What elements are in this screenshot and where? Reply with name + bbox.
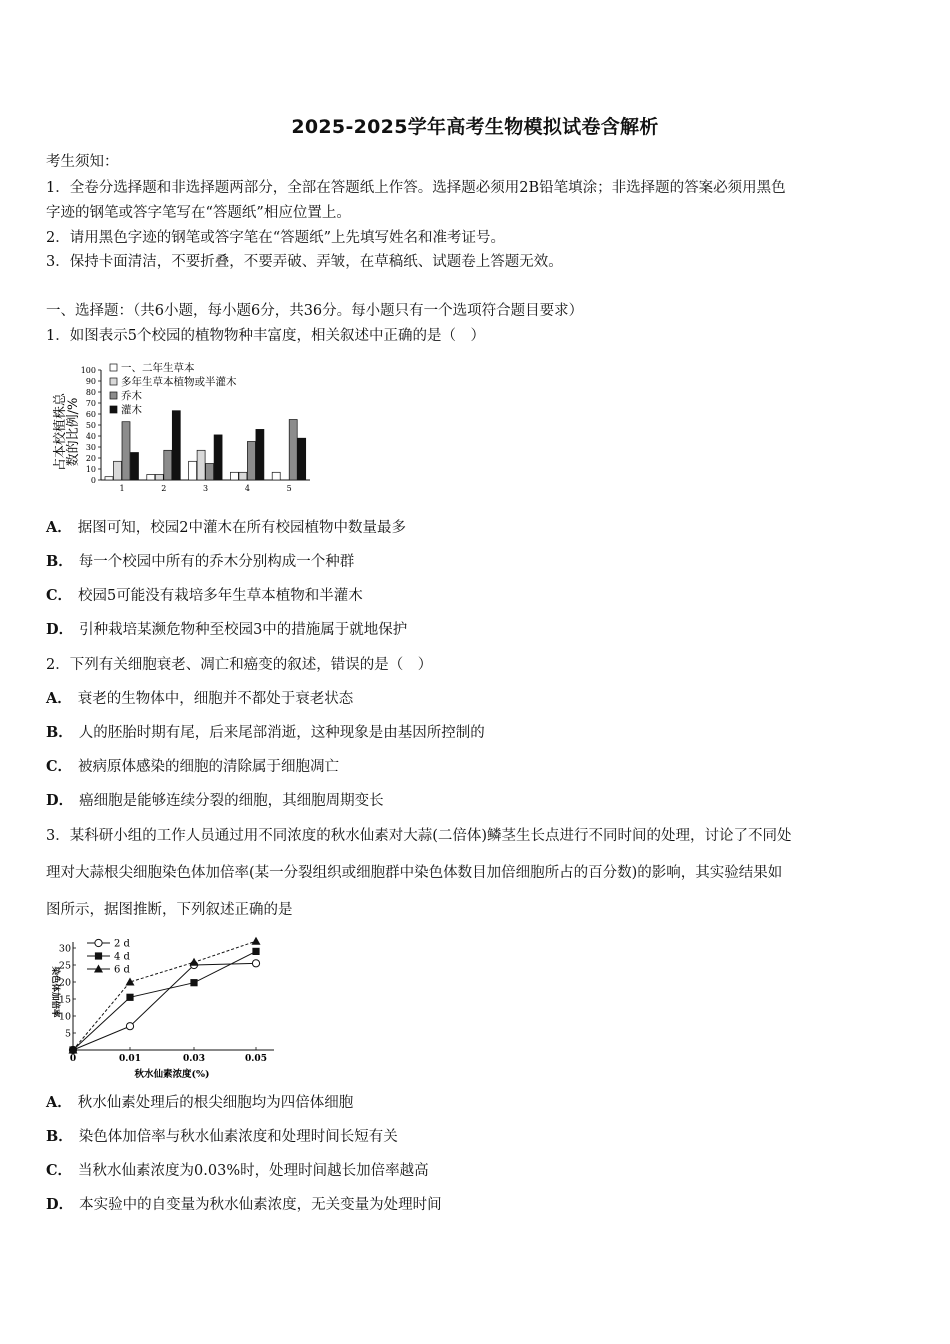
q1-option-c[interactable] <box>46 586 363 606</box>
q3-option-d-text: 本实验中的自变量为秋水仙素浓度，无关变量为处理时间 <box>79 1197 442 1213</box>
bar-chart-y-tick-label: 100 <box>80 366 96 375</box>
legend-label: 2 d <box>114 938 130 950</box>
bar-chart-ylabel <box>52 392 81 471</box>
q2-stem: 2．下列有关细胞衰老、凋亡和癌变的叙述，错误的是（ ） <box>46 657 433 673</box>
q3-option-a-text: 秋水仙素处理后的根尖细胞均为四倍体细胞 <box>77 1095 354 1111</box>
line-point <box>190 958 199 966</box>
line-point <box>126 1023 133 1030</box>
line-chart-legend <box>87 939 131 976</box>
q2-option-b-text: 人的胚胎时期有尾，后来尾部消逝，这种现象是由基因所控制的 <box>78 725 485 741</box>
legend-label: 4 d <box>114 951 130 963</box>
bar-chart-x-tick-label: 1 <box>119 484 125 493</box>
q3-option-a[interactable] <box>46 1093 353 1113</box>
bar-chart-y-tick-label: 50 <box>85 421 96 430</box>
q3-option-b[interactable] <box>46 1127 398 1147</box>
q2-option-a-text: 衰老的生物体中，细胞并不都处于衰老状态 <box>77 691 354 707</box>
q3-line-chart <box>44 934 284 1084</box>
bar <box>214 435 222 480</box>
bar <box>155 475 163 481</box>
q1-option-d[interactable] <box>46 620 407 640</box>
q1-option-b-letter: B． <box>46 553 73 570</box>
notice-heading: 考生须知： <box>46 154 119 170</box>
q3-option-b-letter: B． <box>46 1128 73 1145</box>
q1-option-a-text: 据图可知，校园2中灌木在所有校园植物中数量最多 <box>77 520 406 536</box>
line-chart-x-tick-label: 0.05 <box>245 1054 267 1064</box>
series-line <box>73 951 256 1050</box>
bar <box>230 472 238 480</box>
q1-option-c-text: 校园5可能没有栽培多年生草本植物和半灌木 <box>78 588 363 604</box>
q3-option-d[interactable] <box>46 1195 442 1215</box>
q3-option-c[interactable] <box>46 1161 429 1181</box>
line-chart-ylabel: 染色体加倍率 <box>50 966 60 1018</box>
q1-option-b-text: 每一个校园中所有的乔木分别构成一个种群 <box>78 554 355 570</box>
q2-option-b-letter: B． <box>46 724 73 741</box>
notice-item-1-line-2: 字迹的钢笔或答字笔写在“答题纸”相应位置上。 <box>46 205 351 221</box>
line-point <box>95 952 102 959</box>
bar-chart-y-tick-label: 40 <box>85 432 96 441</box>
q2-option-a-letter: A． <box>46 690 72 707</box>
bar-chart-ylabel-line-2: 数的比例/% <box>66 397 81 467</box>
q1-option-b[interactable] <box>46 552 354 572</box>
line-chart-x-tick-label: 0.03 <box>183 1054 205 1064</box>
q3-option-d-letter: D． <box>46 1196 74 1213</box>
line-chart-x-tick-label: 0.01 <box>119 1054 141 1064</box>
line-chart-axes <box>73 942 274 1050</box>
line-point <box>252 948 259 955</box>
bar-chart-x-ticks <box>119 484 291 493</box>
q2-option-c-letter: C． <box>46 758 73 775</box>
line-chart-x-tick-label: 0 <box>69 1054 77 1064</box>
bar <box>105 477 113 480</box>
bar-chart-y-tick-label: 30 <box>85 443 96 452</box>
q3-stem-line-1: 3．某科研小组的工作人员通过用不同浓度的秋水仙素对大蒜(二倍体)鳞茎生长点进行不同时间的处理，讨论了不同处 <box>46 828 792 844</box>
line-chart-y-tick-label: 25 <box>58 960 71 972</box>
line-chart-y-tick-label: 5 <box>64 1028 71 1040</box>
line-chart-xlabel: 秋水仙素浓度(%) <box>134 1069 210 1080</box>
bar <box>289 420 297 481</box>
notice-item-3: 3．保持卡面清洁，不要折叠，不要弄破、弄皱，在草稿纸、试题卷上答题无效。 <box>46 254 563 270</box>
bar-chart-x-tick-label: 3 <box>203 484 209 493</box>
line-chart-y-tick-label: 15 <box>58 994 71 1006</box>
bar-chart-x-tick-label: 2 <box>161 484 167 493</box>
line-chart-y-tick-label: 20 <box>58 977 71 989</box>
line-point <box>252 937 261 945</box>
q1-bar-chart <box>44 360 314 500</box>
bar <box>272 472 280 480</box>
bar-chart-y-tick-label: 60 <box>85 410 96 419</box>
bar <box>197 450 205 480</box>
bar-chart-y-tick-label: 80 <box>85 388 96 397</box>
legend-label: 乔木 <box>121 390 142 402</box>
line-chart-y-tick-label: 30 <box>58 943 71 955</box>
bar <box>298 438 306 480</box>
bar <box>172 411 180 480</box>
legend-label: 灌木 <box>121 404 142 416</box>
bar <box>256 429 264 480</box>
bar <box>164 450 172 480</box>
q1-option-a[interactable] <box>46 518 406 538</box>
bar <box>189 461 197 480</box>
q2-option-c[interactable] <box>46 757 339 777</box>
q3-option-b-text: 染色体加倍率与秋水仙素浓度和处理时间长短有关 <box>78 1129 398 1145</box>
bar-chart-ylabel-line-1: 占本校植株总 <box>53 392 68 472</box>
legend-label: 6 d <box>114 964 130 976</box>
legend-swatch <box>110 364 117 371</box>
bar <box>131 453 139 481</box>
series-line <box>73 963 256 1050</box>
bar <box>206 464 214 481</box>
bar-chart-legend <box>110 361 237 416</box>
bar <box>122 422 130 480</box>
q2-option-b[interactable] <box>46 723 485 743</box>
bar-chart-x-tick-label: 4 <box>244 484 250 493</box>
line-point <box>95 939 102 946</box>
bar <box>114 461 122 480</box>
q1-option-d-letter: D． <box>46 621 74 638</box>
q3-option-c-text: 当秋水仙素浓度为0.03%时，处理时间越长加倍率越高 <box>78 1163 429 1179</box>
legend-label: 一、二年生草本 <box>121 362 195 374</box>
notice-item-2: 2．请用黑色字迹的钢笔或答字笔在“答题纸”上先填写姓名和准考证号。 <box>46 230 506 246</box>
line-chart-y-tick-label: 10 <box>58 1011 71 1023</box>
section-heading: 一、选择题：（共6小题，每小题6分，共36分。每小题只有一个选项符合题目要求） <box>46 303 584 319</box>
q1-option-c-letter: C． <box>46 587 73 604</box>
legend-swatch <box>110 406 117 413</box>
line-point <box>126 994 133 1001</box>
bar <box>147 475 155 481</box>
q2-option-d-text: 癌细胞是能够连续分裂的细胞，其细胞周期变长 <box>79 793 384 809</box>
bar <box>247 442 255 481</box>
q2-option-d[interactable] <box>46 791 384 811</box>
q3-stem-line-2: 理对大蒜根尖细胞染色体加倍率(某一分裂组织或细胞群中染色体数目加倍细胞所占的百分数)的影响，其实验结果如 <box>46 865 783 881</box>
q3-stem-line-3: 图所示，据图推断，下列叙述正确的是 <box>46 902 293 918</box>
q1-stem: 1．如图表示5个校园的植物物种丰富度，相关叙述中正确的是（ ） <box>46 328 485 344</box>
q2-option-a[interactable] <box>46 689 353 709</box>
bar-chart-y-ticks <box>81 366 101 485</box>
line-point <box>252 960 259 967</box>
q2-option-d-letter: D． <box>46 792 74 809</box>
q3-option-a-letter: A． <box>46 1094 72 1111</box>
bar-chart-y-tick-label: 10 <box>85 465 96 474</box>
legend-label: 多年生草本植物或半灌木 <box>121 376 237 388</box>
line-point <box>190 979 197 986</box>
page-title: 2025-2025学年高考生物模拟试卷含解析 <box>291 116 659 138</box>
bar <box>239 472 247 480</box>
legend-swatch <box>110 392 117 399</box>
bar-chart-y-tick-label: 90 <box>85 377 96 386</box>
bar-chart-y-tick-label: 0 <box>90 476 96 485</box>
legend-swatch <box>110 378 117 385</box>
bar-chart-y-tick-label: 20 <box>85 454 96 463</box>
q3-option-c-letter: C． <box>46 1162 73 1179</box>
q1-option-d-text: 引种栽培某濒危物种至校园3中的措施属于就地保护 <box>79 622 408 638</box>
bar-chart-y-tick-label: 70 <box>85 399 96 408</box>
bar-chart-x-tick-label: 5 <box>286 484 292 493</box>
q1-option-a-letter: A． <box>46 519 72 536</box>
q2-option-c-text: 被病原体感染的细胞的清除属于细胞凋亡 <box>78 759 340 775</box>
bar-chart-bars <box>105 411 306 480</box>
notice-item-1-line-1: 1．全卷分选择题和非选择题两部分，全部在答题纸上作答。选择题必须用2B铅笔填涂；非选择题的答案必须用黑色 <box>46 180 786 196</box>
